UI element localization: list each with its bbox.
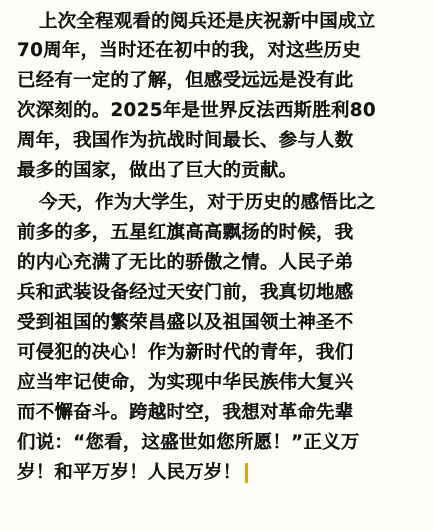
text-line: 可侵犯的决心！作为新时代的青年，我们 <box>17 342 354 363</box>
text-line: 周年，我国作为抗战时间最长、参与人数 <box>17 130 354 151</box>
text-line: 的内心充满了无比的骄傲之情。人民子弟 <box>17 252 354 273</box>
text-line: 兵和武装设备经过天安门前，我真切地感 <box>17 282 354 303</box>
text-line: 次深刻的。2025年是世界反法西斯胜利80 <box>17 100 376 121</box>
text-line: 70周年，当时还在初中的我，对这些历史 <box>17 40 361 61</box>
text-line: 已经有一定的了解，但感受远远是没有此 <box>17 70 354 91</box>
text-line: 上次全程观看的阅兵还是庆祝新中国成立 <box>39 11 376 32</box>
text-line: 岁！和平万岁！人民万岁！ <box>17 462 242 483</box>
text-line: 而不懈奋斗。跨越时空，我想对革命先辈 <box>17 402 354 423</box>
text-cursor <box>245 463 248 483</box>
text-line: 应当牢记使命，为实现中华民族伟大复兴 <box>17 372 354 393</box>
text-line: 们说：“您看，这盛世如您所愿！”正义万 <box>17 432 360 453</box>
text-line: 前多的多，五星红旗高高飘扬的时候，我 <box>17 222 354 243</box>
text-line: 受到祖国的繁荣昌盛以及祖国领土神圣不 <box>17 312 354 333</box>
text-line: 今天，作为大学生，对于历史的感悟比之 <box>39 192 376 213</box>
text-line: 最多的国家，做出了巨大的贡献。 <box>17 160 298 181</box>
